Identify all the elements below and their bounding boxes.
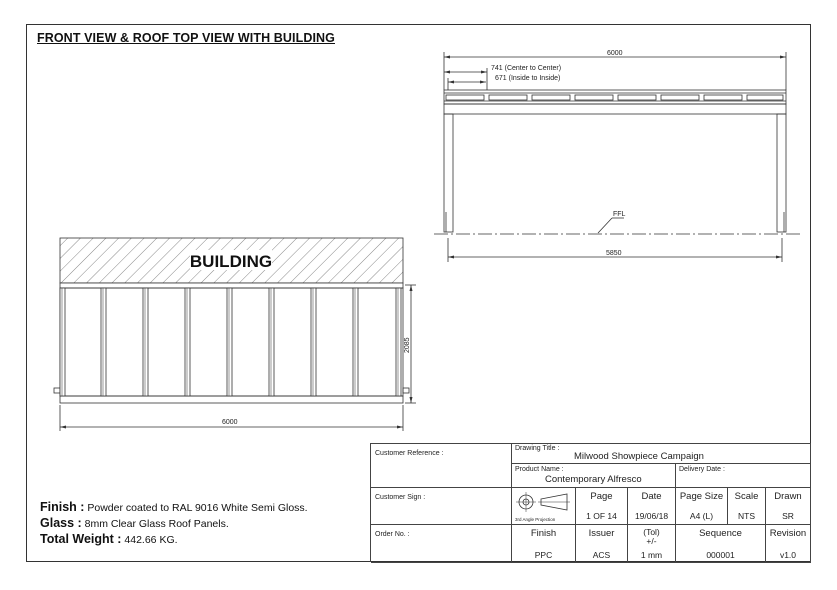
center-to-center-dimension: 741 (Center to Center) (491, 65, 562, 72)
page-size-cell (676, 488, 728, 525)
finish-cell (512, 525, 576, 563)
date-label: Date (641, 491, 662, 502)
drawing-title-value: Milwood Showpiece Campaign (574, 451, 704, 462)
issuer-label: Issuer (588, 528, 615, 539)
customer-sign-cell (371, 488, 512, 525)
weight-note-label: Total Weight : (40, 532, 122, 546)
ffl-label: FFL (613, 211, 626, 218)
page-value: 1 OF 14 (586, 511, 617, 521)
sequence-value: 000001 (706, 550, 735, 560)
finish-note-label: Finish : (40, 500, 85, 514)
tolerance-plus-minus: +/- (646, 536, 657, 546)
drawing-title-label: Drawing Title : (515, 445, 560, 452)
customer-reference-label: Customer Reference : (375, 450, 444, 457)
tolerance-label: (Tol) (643, 527, 660, 537)
drawn-label: Drawn (774, 491, 802, 502)
issuer-value: ACS (592, 550, 611, 560)
drawing-title-cell (512, 444, 811, 464)
finish-note (40, 500, 308, 516)
title-block (370, 443, 811, 562)
front-view-arrows (444, 56, 786, 259)
glass-note-value: 8mm Clear Glass Roof Panels. (84, 518, 229, 530)
issuer-cell (576, 525, 628, 563)
product-name-cell (512, 464, 676, 488)
top-view-arrows (60, 285, 413, 429)
glass-note-label: Glass : (40, 516, 82, 530)
delivery-date-label: Delivery Date : (679, 466, 725, 473)
building-label: BUILDING (189, 252, 273, 271)
finish-cell-value: PPC (534, 550, 553, 560)
customer-sign-label: Customer Sign : (375, 494, 426, 501)
date-cell (628, 488, 676, 525)
top-depth-dimension: 2085 (404, 337, 411, 353)
revision-cell (766, 525, 811, 563)
inside-to-inside-dimension: 671 (Inside to Inside) (495, 75, 561, 82)
drawn-cell (766, 488, 811, 525)
weight-note-value: 442.66 KG. (124, 534, 178, 546)
weight-note (40, 532, 308, 548)
customer-reference-cell (371, 444, 512, 488)
drawn-value: SR (782, 511, 794, 521)
date-value: 19/06/18 (634, 511, 669, 521)
front-width-dimension: 6000 (607, 50, 623, 57)
third-angle-projection-icon (512, 488, 576, 518)
sequence-label: Sequence (699, 528, 742, 539)
top-width-dimension: 6000 (222, 419, 238, 426)
post-span-dimension: 5850 (606, 250, 622, 257)
finish-note-value: Powder coated to RAL 9016 White Semi Gloss. (87, 502, 308, 514)
revision-label: Revision (769, 528, 807, 539)
tolerance-value: 1 mm (640, 550, 663, 560)
delivery-date-cell (676, 464, 811, 488)
order-no-label: Order No. : (375, 531, 410, 538)
specification-notes (40, 500, 308, 548)
scale-cell (728, 488, 766, 525)
glass-note (40, 516, 308, 532)
order-no-cell (371, 525, 512, 563)
projection-label: 3rd Angle Projection (515, 517, 556, 522)
product-name-label: Product Name : (515, 466, 564, 473)
drawing-heading: FRONT VIEW & ROOF TOP VIEW WITH BUILDING (37, 31, 335, 45)
page-label: Page (590, 491, 613, 502)
scale-label: Scale (734, 491, 759, 502)
page-cell (576, 488, 628, 525)
finish-cell-label: Finish (530, 528, 557, 539)
scale-value: NTS (738, 511, 755, 521)
sequence-cell (676, 525, 766, 563)
revision-value: v1.0 (779, 550, 797, 560)
tolerance-cell (628, 525, 676, 563)
page-size-value: A4 (L) (689, 511, 714, 521)
front-view (434, 52, 800, 262)
page-size-label: Page Size (679, 491, 724, 502)
product-name-value: Contemporary Alfresco (545, 474, 642, 485)
projection-cell (512, 488, 576, 525)
